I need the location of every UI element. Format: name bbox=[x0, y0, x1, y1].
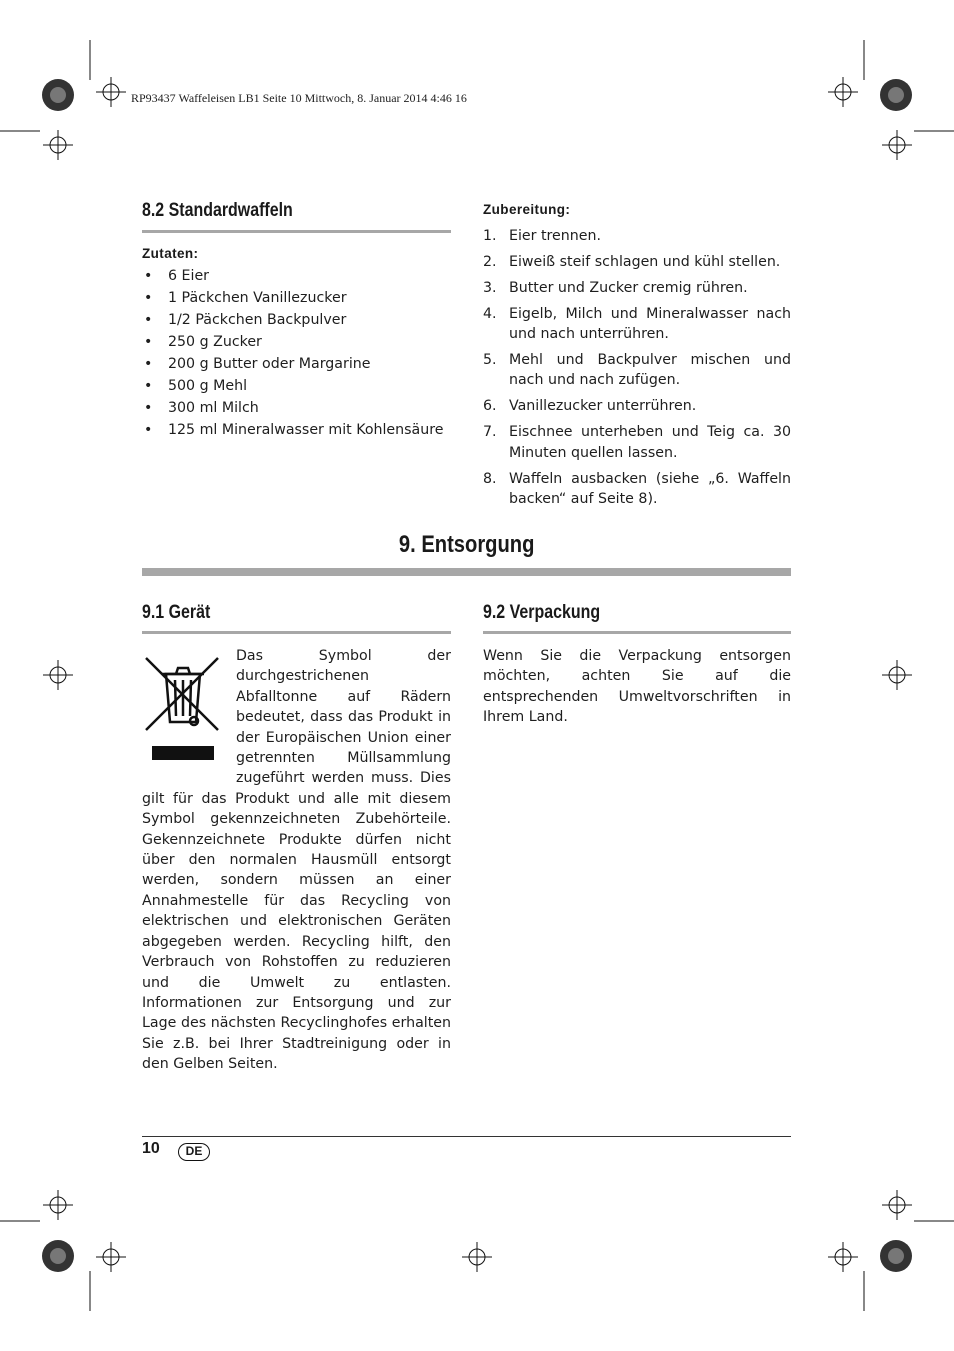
list-item: 6. Vanillezucker unterrühren. bbox=[483, 398, 697, 415]
list-item: 3. Butter und Zucker cremig rühren. bbox=[483, 279, 748, 296]
preparation-label: Zubereitung: bbox=[483, 202, 571, 217]
list-item: • 1/2 Päckchen Backpulver bbox=[144, 312, 347, 328]
list-item: • 6 Eier bbox=[144, 268, 210, 284]
chapter-title: 9. Entsorgung bbox=[398, 531, 535, 558]
list-item: • 1 Päckchen Vanillezucker bbox=[144, 290, 347, 306]
list-item: • 500 g Mehl bbox=[144, 378, 248, 394]
list-item: 8. Waffeln ausbacken (siehe „6. Waffeln backen“ auf Seite 8). bbox=[483, 470, 791, 507]
section-title-9-1: 9.1 Gerät bbox=[142, 602, 211, 623]
list-item: 2. Eiweiß steif schlagen und kühl stellen. bbox=[483, 253, 781, 270]
list-item: • 250 g Zucker bbox=[144, 334, 262, 350]
footer-rule bbox=[142, 1136, 791, 1137]
list-item: 1. Eier trennen. bbox=[483, 228, 602, 244]
ingredients-label: Zutaten: bbox=[142, 246, 199, 261]
page-number: 10 bbox=[142, 1140, 160, 1157]
section-title-9-2: 9.2 Verpackung bbox=[483, 602, 601, 623]
weee-crossed-bin-icon bbox=[142, 648, 230, 766]
list-item: 4. Eigelb, Milch und Mineralwasser nach und nach unterrühren. bbox=[483, 305, 791, 343]
list-item: • 200 g Butter oder Margarine bbox=[144, 356, 371, 372]
disposal-device-text: Das Symbol der durchgestrichenen Abfalltonne auf Rädern bedeutet, dass das Produkt in der Europäischen Union einer getrennten Müllsammlung zugeführt werden muss. Dies gilt für das Produkt und alle mit diesem Symbol gekennzeichneten Zubehörteile. Gekennzeichnete Produkte dürfen nicht über den normalen Hausmüll entsorgt werden, sondern müssen an einer Annahmestelle für das Recycling von elektrischen und elektronischen Geräten abgegeben werden. Recycling hilft, den Verbrauch von Rohstoffen zu reduzieren und die Umwelt zu entlasten. Informationen zur Entsorgung und zur Lage des nächsten Recyclinghofes erhalten Sie z.B. bei Ihrer Stadtreinigung oder in den Gelben Seiten. bbox=[142, 648, 451, 1073]
chapter-rule bbox=[142, 568, 791, 576]
list-item: 7. Eischnee unterheben und Teig ca. 30 Minuten quellen lassen. bbox=[483, 424, 791, 461]
print-slug: RP93437 Waffeleisen LB1 Seite 10 Mittwoch, 8. Januar 2014 4:46 16 bbox=[131, 91, 467, 105]
preparation-steps bbox=[483, 226, 791, 515]
list-item: • 125 ml Mineralwasser mit Kohlensäure bbox=[144, 422, 444, 438]
section-rule bbox=[142, 631, 451, 634]
disposal-packaging-text: Wenn Sie die Verpackung entsorgen möchten, achten Sie auf die entsprechenden Umweltvorschriften in Ihrem Land. bbox=[483, 648, 791, 726]
language-badge: DE bbox=[178, 1143, 210, 1161]
section-rule bbox=[142, 230, 451, 233]
list-item: • 300 ml Milch bbox=[144, 400, 259, 416]
section-title-8-2: 8.2 Standardwaffeln bbox=[142, 200, 293, 221]
section-rule bbox=[483, 631, 791, 634]
list-item: 5. Mehl und Backpulver mischen und nach und nach zufügen. bbox=[483, 352, 791, 389]
ingredients-list bbox=[142, 266, 452, 442]
